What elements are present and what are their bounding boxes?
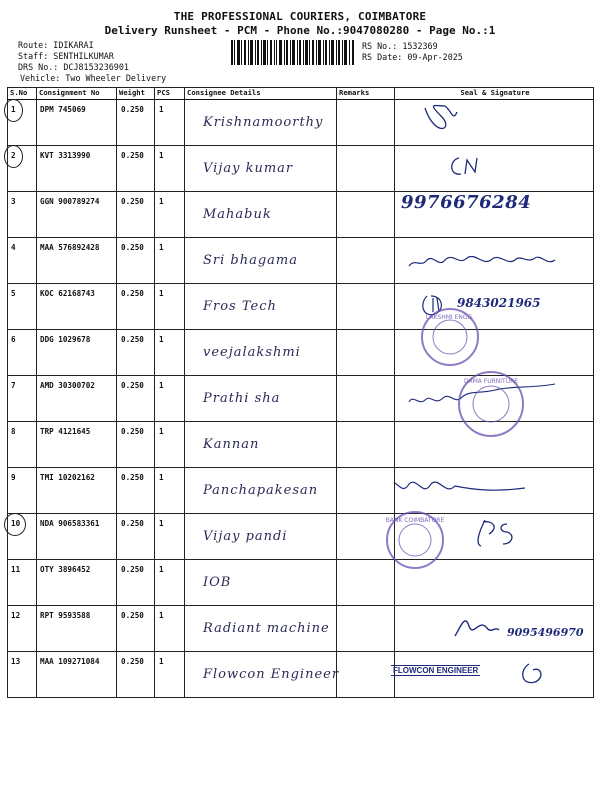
row-consignee: Radiant machine: [185, 606, 337, 652]
table-row: [8, 192, 594, 238]
row-pcs: 1: [155, 238, 185, 284]
table-row: [8, 560, 594, 606]
row-sno: 7: [8, 376, 37, 422]
row-sno: 1: [8, 100, 37, 146]
row-weight: 0.250: [117, 560, 155, 606]
company-seal-stamp: FLOWCON ENGINEER: [393, 666, 479, 675]
row-weight: 0.250: [117, 284, 155, 330]
signature-scribble-icon: [395, 146, 594, 186]
row-sno: 11: [8, 560, 37, 606]
row-weight: 0.250: [117, 606, 155, 652]
signature-phone-text: 9976676284: [401, 192, 532, 213]
row-consignee: Panchapakesan: [185, 468, 337, 514]
row-weight: 0.250: [117, 146, 155, 192]
row-pcs: 1: [155, 422, 185, 468]
row-sno: 5: [8, 284, 37, 330]
row-signature: [395, 100, 594, 146]
col-sno: S.No: [8, 88, 37, 100]
row-consignment-no: GGN 900789274: [37, 192, 117, 238]
staff-info: Staff: SENTHILKUMAR: [18, 51, 114, 61]
row-consignment-no: TMI 10202162: [37, 468, 117, 514]
row-weight: 0.250: [117, 652, 155, 698]
rs-info: [362, 41, 463, 63]
row-consignee: Fros Tech: [185, 284, 337, 330]
row-sno: 12: [8, 606, 37, 652]
signature-scribble-icon: [395, 652, 594, 692]
row-remarks: [337, 238, 395, 284]
col-weight: Weight: [117, 88, 155, 100]
row-consignee: IOB: [185, 560, 337, 606]
row-signature: [395, 238, 594, 284]
runsheet-subtitle: Delivery Runsheet - PCM - Phone No.:9047080280 - Page No.:1: [104, 24, 496, 37]
row-weight: 0.250: [117, 238, 155, 284]
row-consignee: Kannan: [185, 422, 337, 468]
barcode-image: [231, 40, 355, 65]
row-consignment-no: AMD 30300702: [37, 376, 117, 422]
row-remarks: [337, 376, 395, 422]
row-pcs: 1: [155, 100, 185, 146]
row-pcs: 1: [155, 560, 185, 606]
row-signature: [395, 560, 594, 606]
row-consignee: Flowcon Engineer: [185, 652, 337, 698]
circle-mark-icon: [4, 99, 23, 122]
row-sno: 3: [8, 192, 37, 238]
row-signature: [395, 606, 594, 652]
row-signature: [395, 514, 594, 560]
row-pcs: 1: [155, 192, 185, 238]
stamp-text: BANK COIMBATORE: [385, 517, 445, 524]
table-row: [8, 468, 594, 514]
table-row: [8, 606, 594, 652]
row-pcs: 1: [155, 376, 185, 422]
stamp-text: LAKSHMI ENGG.: [425, 314, 475, 321]
row-weight: 0.250: [117, 192, 155, 238]
row-remarks: [337, 652, 395, 698]
row-signature: [395, 652, 594, 698]
row-remarks: [337, 560, 395, 606]
drs-number: DRS No.: DCJ8153236901: [18, 62, 129, 72]
rs-number: RS No.: 1532369: [362, 41, 438, 51]
table-row: [8, 146, 594, 192]
row-consignment-no: KVT 3313990: [37, 146, 117, 192]
table-row: [8, 422, 594, 468]
row-pcs: 1: [155, 468, 185, 514]
col-consignment-no: Consignment No: [37, 88, 117, 100]
row-sno: 13: [8, 652, 37, 698]
row-remarks: [337, 514, 395, 560]
row-remarks: [337, 330, 395, 376]
row-pcs: 1: [155, 652, 185, 698]
row-consignment-no: DDG 1029678: [37, 330, 117, 376]
table-row: [8, 284, 594, 330]
row-signature: [395, 284, 594, 330]
table-header-row: [8, 88, 594, 100]
row-signature: [395, 422, 594, 468]
row-pcs: 1: [155, 330, 185, 376]
signature-scribble-icon: [395, 238, 594, 278]
row-weight: 0.250: [117, 376, 155, 422]
row-remarks: [337, 606, 395, 652]
row-consignment-no: MAA 109271084: [37, 652, 117, 698]
row-consignment-no: NDA 906583361: [37, 514, 117, 560]
row-consignee: Mahabuk: [185, 192, 337, 238]
vehicle-info: Vehicle: Two Wheeler Delivery: [20, 73, 167, 83]
row-weight: 0.250: [117, 468, 155, 514]
table-row: [8, 238, 594, 284]
stamp-text: DAMA FURNITURE: [463, 378, 519, 385]
row-sno: 10: [8, 514, 37, 560]
row-consignment-no: RPT 9593588: [37, 606, 117, 652]
row-consignment-no: OTY 3896452: [37, 560, 117, 606]
row-sno: 6: [8, 330, 37, 376]
col-consignee: Consignee Details: [185, 88, 337, 100]
table-row: [8, 376, 594, 422]
row-consignee: Vijay pandi: [185, 514, 337, 560]
signature-scribble-icon: [395, 514, 594, 554]
row-remarks: [337, 284, 395, 330]
signature-scribble-icon: [395, 100, 594, 140]
signature-phone-text: 9095496970: [507, 626, 584, 639]
col-remarks: Remarks: [337, 88, 395, 100]
row-signature: [395, 192, 594, 238]
row-weight: 0.250: [117, 100, 155, 146]
row-weight: 0.250: [117, 514, 155, 560]
row-signature: [395, 330, 594, 376]
row-remarks: [337, 422, 395, 468]
col-pcs: PCS: [155, 88, 185, 100]
col-seal-signature: Seal & Signature: [395, 88, 594, 100]
row-remarks: [337, 146, 395, 192]
signature-scribble-icon: [395, 468, 594, 508]
row-pcs: 1: [155, 146, 185, 192]
row-consignment-no: TRP 4121645: [37, 422, 117, 468]
row-sno: 4: [8, 238, 37, 284]
table-row: [8, 514, 594, 560]
table-row: [8, 100, 594, 146]
row-remarks: [337, 468, 395, 514]
company-title: THE PROFESSIONAL COURIERS, COIMBATORE: [173, 10, 427, 23]
row-sno: 2: [8, 146, 37, 192]
row-signature: [395, 146, 594, 192]
row-remarks: [337, 192, 395, 238]
row-consignee: Prathi sha: [185, 376, 337, 422]
signature-phone-text: 9843021965: [457, 296, 541, 310]
row-sno: 9: [8, 468, 37, 514]
route-info: Route: IDIKARAI: [18, 40, 94, 50]
row-consignee: veejalakshmi: [185, 330, 337, 376]
row-signature: [395, 376, 594, 422]
row-consignee: Vijay kumar: [185, 146, 337, 192]
row-pcs: 1: [155, 284, 185, 330]
circle-mark-icon: [4, 145, 23, 168]
row-remarks: [337, 100, 395, 146]
row-consignment-no: DPM 745069: [37, 100, 117, 146]
row-consignee: Sri bhagama: [185, 238, 337, 284]
table-row: [8, 652, 594, 698]
runsheet-table: [7, 87, 594, 698]
row-pcs: 1: [155, 514, 185, 560]
rs-date: RS Date: 09-Apr-2025: [362, 52, 463, 62]
row-sno: 8: [8, 422, 37, 468]
table-row: [8, 330, 594, 376]
row-weight: 0.250: [117, 422, 155, 468]
circle-mark-icon: [4, 513, 26, 536]
signature-scribble-icon: [395, 376, 594, 416]
row-consignee: Krishnamoorthy: [185, 100, 337, 146]
row-pcs: 1: [155, 606, 185, 652]
row-weight: 0.250: [117, 330, 155, 376]
row-signature: [395, 468, 594, 514]
row-consignment-no: MAA 576892428: [37, 238, 117, 284]
row-consignment-no: KOC 62168743: [37, 284, 117, 330]
